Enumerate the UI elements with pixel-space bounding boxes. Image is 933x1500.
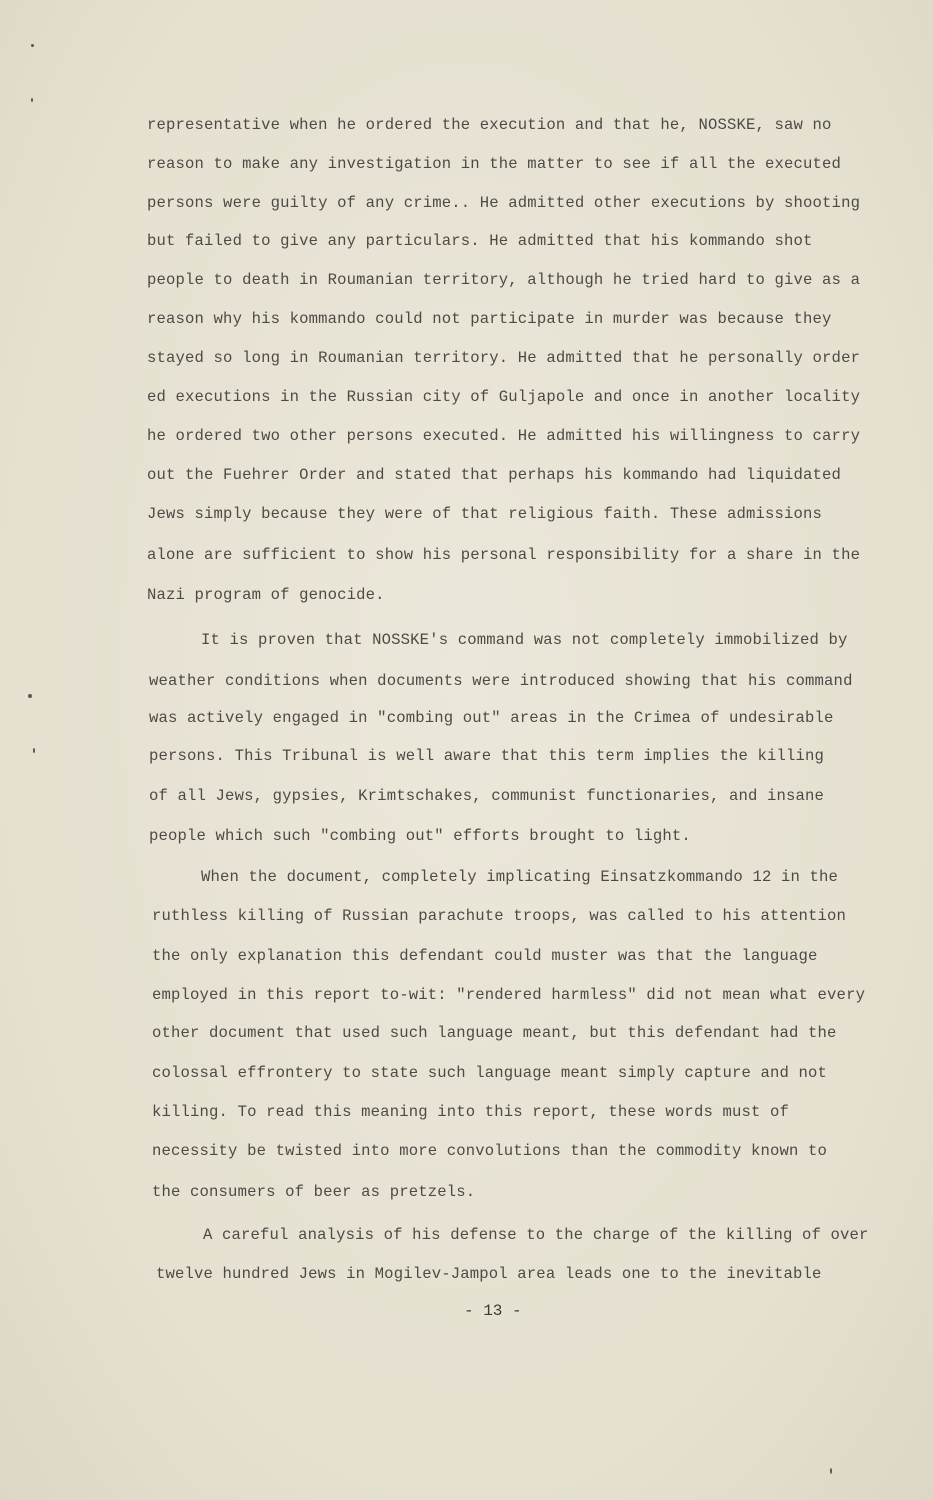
text-line: the only explanation this defendant could muster was that the language [152, 947, 818, 965]
text-line: colossal effrontery to state such language meant simply capture and not [152, 1064, 828, 1082]
text-line: alone are sufficient to show his personal responsibility for a share in the [147, 546, 861, 564]
text-line: employed in this report to-wit: "rendered harmless" did not mean what every [152, 986, 866, 1004]
text-line: Nazi program of genocide. [147, 586, 385, 604]
text-line: It is proven that NOSSKE's command was not completely immobilized by [201, 631, 848, 649]
text-line: people to death in Roumanian territory, although he tried hard to give as a [147, 271, 861, 289]
text-line: was actively engaged in "combing out" areas in the Crimea of undesirable [149, 709, 834, 727]
text-line: Jews simply because they were of that religious faith. These admissions [147, 505, 823, 523]
text-line: but failed to give any particulars. He admitted that his kommando shot [147, 232, 813, 250]
text-line: When the document, completely implicating Einsatzkommando 12 in the [201, 868, 839, 886]
text-line: out the Fuehrer Order and stated that perhaps his kommando had liquidated [147, 466, 842, 484]
text-line: other document that used such language meant, but this defendant had the [152, 1024, 837, 1042]
text-line: stayed so long in Roumanian territory. He admitted that he personally order [147, 349, 861, 367]
text-line: ed executions in the Russian city of Guljapole and once in another locality [147, 388, 861, 406]
text-line: of all Jews, gypsies, Krimtschakes, communist functionaries, and insane [149, 787, 825, 805]
text-line: persons. This Tribunal is well aware that this term implies the killing [149, 747, 825, 765]
margin-mark [33, 748, 35, 753]
margin-mark [830, 1468, 832, 1474]
text-line: twelve hundred Jews in Mogilev-Jampol area leads one to the inevitable [156, 1265, 822, 1283]
text-line: weather conditions when documents were introduced showing that his command [149, 672, 853, 690]
text-line: killing. To read this meaning into this report, these words must of [152, 1103, 790, 1121]
text-line: necessity be twisted into more convolutions than the commodity known to [152, 1142, 828, 1160]
margin-mark [31, 44, 34, 47]
margin-mark [28, 694, 32, 698]
text-line: reason to make any investigation in the matter to see if all the executed [147, 155, 842, 173]
text-line: he ordered two other persons executed. He admitted his willingness to carry [147, 427, 861, 445]
text-line: people which such "combing out" efforts brought to light. [149, 827, 691, 845]
text-line: persons were guilty of any crime.. He admitted other executions by shooting [147, 194, 861, 212]
text-line: the consumers of beer as pretzels. [152, 1183, 476, 1201]
text-line: reason why his kommando could not participate in murder was because they [147, 310, 832, 328]
text-line: representative when he ordered the execution and that he, NOSSKE, saw no [147, 116, 832, 134]
margin-mark [31, 98, 33, 102]
text-line: ruthless killing of Russian parachute troops, was called to his attention [152, 907, 847, 925]
text-line: A careful analysis of his defense to the charge of the killing of over [203, 1226, 869, 1244]
page-number: - 13 - [464, 1302, 522, 1320]
